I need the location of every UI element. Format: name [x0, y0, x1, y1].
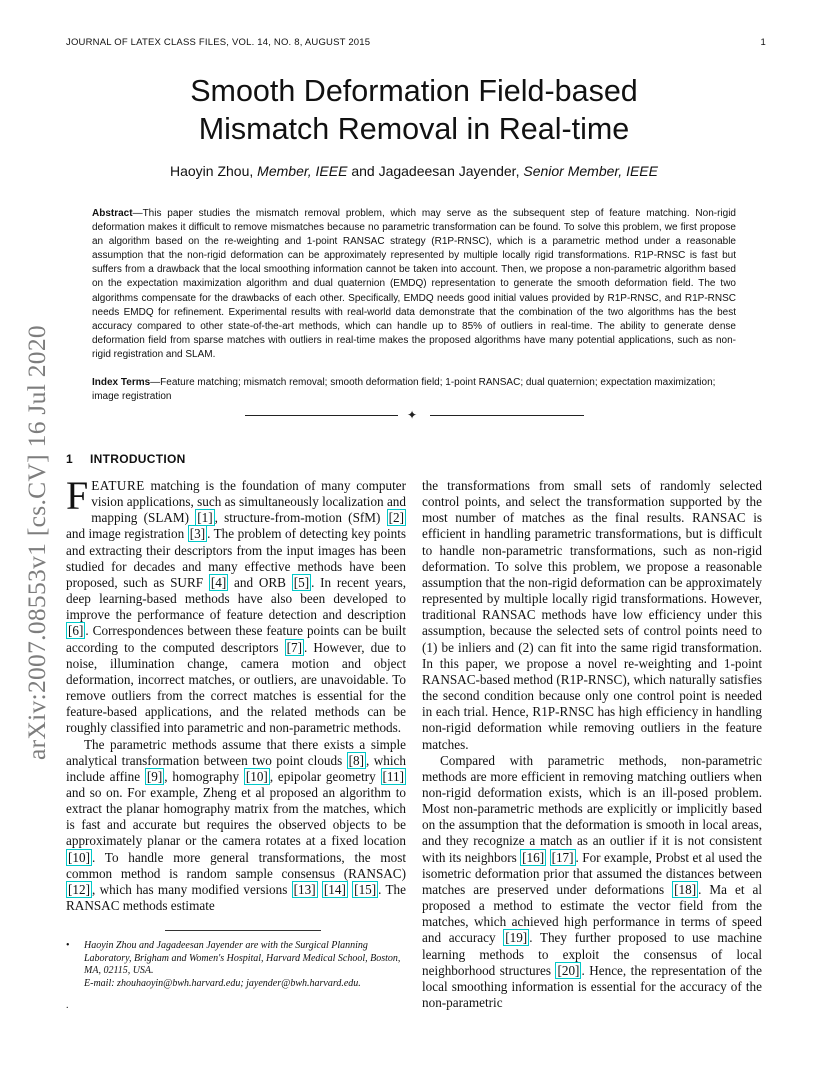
text-run: , structure-from-motion (SfM)	[214, 510, 387, 526]
text-run: . The RANSAC methods estimate	[66, 881, 406, 914]
abstract-label: Abstract	[92, 208, 133, 219]
citation-link[interactable]: [5]	[293, 574, 310, 590]
text-run: The parametric methods assume that there exists a simple analytical transformation between two point clouds	[66, 736, 406, 768]
left-column	[66, 473, 406, 914]
affiliation-footnote	[66, 940, 406, 990]
citation-link[interactable]: [16]	[522, 849, 545, 865]
text-run: . Hence, the representation of the local smoothing information is essential for the accuracy of the non-parametric	[422, 962, 762, 1010]
citation-link[interactable]: [1]	[197, 510, 213, 526]
citation-link[interactable]: [10]	[245, 768, 268, 784]
citation-link[interactable]: [6]	[68, 623, 84, 639]
divider-left	[245, 415, 398, 416]
dropcap-continuation: EATURE	[91, 478, 145, 493]
paper-title	[90, 72, 738, 148]
intro-paragraph-2	[66, 737, 406, 915]
author-1: Haoyin Zhou,	[170, 163, 258, 179]
index-terms	[92, 376, 736, 404]
intro-paragraph-4	[422, 753, 762, 1012]
text-run: . In recent years, deep learning-based methods have also been developed to improve the performance of feature detection and description	[66, 574, 406, 623]
author-list	[90, 163, 738, 179]
diamond-ornament-icon: ✦	[407, 408, 418, 422]
text-run: Compared with parametric methods, non-parametric methods are more efficient in removing matching outliers when non-rigid deformation exists, which is an ill-posed problem. Most non-parametric methods are explicitly or implicitly based on the assumption that the deformation is smooth in local areas, and they recognize a match as an outlier if it is not consistent with its neighbors	[422, 752, 762, 865]
citation-link[interactable]: [20]	[557, 962, 580, 978]
text-run: , which include affine	[66, 752, 406, 784]
right-column	[422, 478, 762, 1011]
text-run: . They further proposed to use machine learning methods to exploit the consensus of local neighborhood structures	[422, 930, 762, 978]
abstract	[92, 207, 736, 362]
citation-link[interactable]: [15]	[354, 881, 377, 897]
text-run: . To handle more general transformations, the most common method is random sample consensus (RANSAC)	[66, 849, 406, 881]
affiliation-text: Haoyin Zhou and Jagadeesan Jayender are with the Surgical Planning Laboratory, Brigham and Women's Hospital, Harvard Medical School, Boston, MA, 02115, USA.	[84, 940, 401, 976]
journal-info: JOURNAL OF LATEX CLASS FILES, VOL. 14, NO. 8, AUGUST 2015	[66, 37, 371, 48]
citation-link[interactable]: [13]	[293, 881, 316, 897]
text-run: . Ma et al proposed a method to estimate the vector field from the matches, which achieved high performance in terms of speed and accuracy	[422, 881, 762, 946]
divider-right	[430, 415, 584, 416]
citation-link[interactable]: [7]	[286, 639, 303, 655]
citation-link[interactable]: [10]	[68, 849, 90, 865]
arxiv-stamp: arXiv:2007.08553v1 [cs.CV] 16 Jul 2020	[22, 325, 51, 760]
citation-link[interactable]: [18]	[674, 881, 697, 897]
section-number: 1	[66, 452, 73, 466]
page-number: 1	[760, 37, 766, 48]
author-2-role: Senior Member, IEEE	[523, 163, 658, 179]
text-run: , epipolar geometry	[269, 768, 381, 784]
title-line-1: Smooth Deformation Field-based	[190, 74, 638, 108]
footnote-bullet: •	[66, 940, 70, 951]
footnote-rule	[165, 930, 321, 931]
abstract-text: —This paper studies the mismatch removal problem, which may serve as the subsequent step of feature matching. Non-rigid deformation makes it difficult to remove mismatches because no parametric transformation can be found. To solve this problem, we first propose an algorithm based on the re-weighting and 1-point RANSAC strategy (R1P-RNSC), which is a parametric method under a reasonable assumption that the non-rigid deformation can be approximately represented by multiple locally rigid transformations. R1P-RNSC is fast but suffers from a drawback that the local smoothing information cannot be taken into account. Then, we propose a non-parametric algorithm based on the expectation maximization algorithm and dual quaternion (EMDQ) representation to generate the smooth deformation field. The two algorithms compensate for the drawbacks of each other. Specifically, EMDQ needs good initial values provided by R1P-RNSC, and R1P-RNSC needs EMDQ for refinement. Experimental results with real-world data demonstrate that the combination of the two algorithms has the best accuracy compared to other state-of-the-art methods, which can handle up to 85% of outliers in real-time. The ability to generate dense deformation field from sparse matches with outliers in real-time makes the proposed algorithms have many potential applications, such as non-rigid registration and SLAM.	[92, 208, 736, 360]
author-connector: and Jagadeesan Jayender,	[347, 163, 524, 179]
citation-link[interactable]: [3]	[189, 526, 206, 542]
intro-paragraph-1	[66, 473, 406, 737]
text-run: , which has many modified versions	[91, 881, 292, 897]
citation-link[interactable]: [11]	[382, 768, 404, 784]
text-run: and ORB	[228, 574, 292, 590]
text-run: and so on. For example, Zheng et al proposed an algorithm to extract the planar homography matrix from the matches, which is fast and accurate but requires the observed objects to be approximately planar or the camera rotates at a fixed location	[66, 784, 406, 849]
index-terms-text: —Feature matching; mismatch removal; smooth deformation field; 1-point RANSAC; dual quaternion; expectation maximization; image registration	[92, 377, 716, 403]
text-run: the transformations from small sets of randomly selected control points, and select the transformation supported by the most number of matches as the final results. RANSAC is efficient in handling parametric transformations, but is difficult to handle non-parametric transformations, such as non-rigid deformation. To solve this problem, we propose a reasonable assumption that the non-rigid deformation can be approximately represented by multiple locally rigid transformations. However, traditional RANSAC methods have low efficiency under this assumption, because the selected sets of control points need to (1) be inliers and (2) can fit into the same rigid transformation. In this paper, we propose a novel re-weighting and 1-point RANSAC-based method (R1P-RNSC), which naturally satisfies the second condition because only one control point is needed in each trial. Hence, R1P-RNSC has high efficiency in handling non-rigid deformation while removing outliers in the feature matches.	[422, 478, 762, 752]
citation-link[interactable]: [17]	[551, 849, 574, 865]
citation-link[interactable]: [2]	[388, 510, 404, 526]
citation-link[interactable]: [9]	[146, 768, 163, 784]
citation-link[interactable]: [8]	[348, 752, 365, 768]
email-text: E-mail: zhouhaoyin@bwh.harvard.edu; jayender@bwh.harvard.edu.	[84, 977, 361, 989]
text-run: . However, due to noise, illumination change, camera motion and object deformation, incorrect matches, or outliers, are unavoidable. To remove outliers from the correct matches is essential for the feature-based applications, and the related methods can be roughly classified into parametric and non-parametric methods.	[66, 639, 406, 736]
text-run: . For example, Probst et al used the isometric deformation prior that assumed the distances between matches are preserved under deformations	[422, 849, 763, 897]
text-run: . The problem of detecting key points and extracting their descriptors from the input images has been studied for decades and many effective methods have been proposed, such as SURF	[66, 526, 406, 590]
section-heading	[66, 452, 186, 466]
citation-link[interactable]: [19]	[505, 930, 528, 946]
dropcap: F	[66, 473, 89, 518]
citation-link[interactable]: [12]	[68, 881, 90, 897]
text-run: . Correspondences between these feature points can be built according to the computed descriptors	[66, 623, 406, 655]
citation-link[interactable]: [14]	[323, 881, 346, 897]
author-1-role: Member, IEEE	[257, 163, 348, 179]
citation-link[interactable]: [4]	[210, 574, 227, 590]
intro-paragraph-3	[422, 478, 762, 753]
text-run: matching is the foundation of many computer vision applications, such as simultaneously localization and mapping (SLAM)	[91, 478, 406, 526]
text-run: and image registration	[66, 526, 188, 542]
trailing-dot: .	[66, 1000, 69, 1011]
text-run: , homography	[164, 768, 244, 784]
section-title: INTRODUCTION	[90, 452, 186, 466]
title-line-2: Mismatch Removal in Real-time	[198, 112, 630, 146]
index-terms-label: Index Terms	[92, 377, 151, 388]
